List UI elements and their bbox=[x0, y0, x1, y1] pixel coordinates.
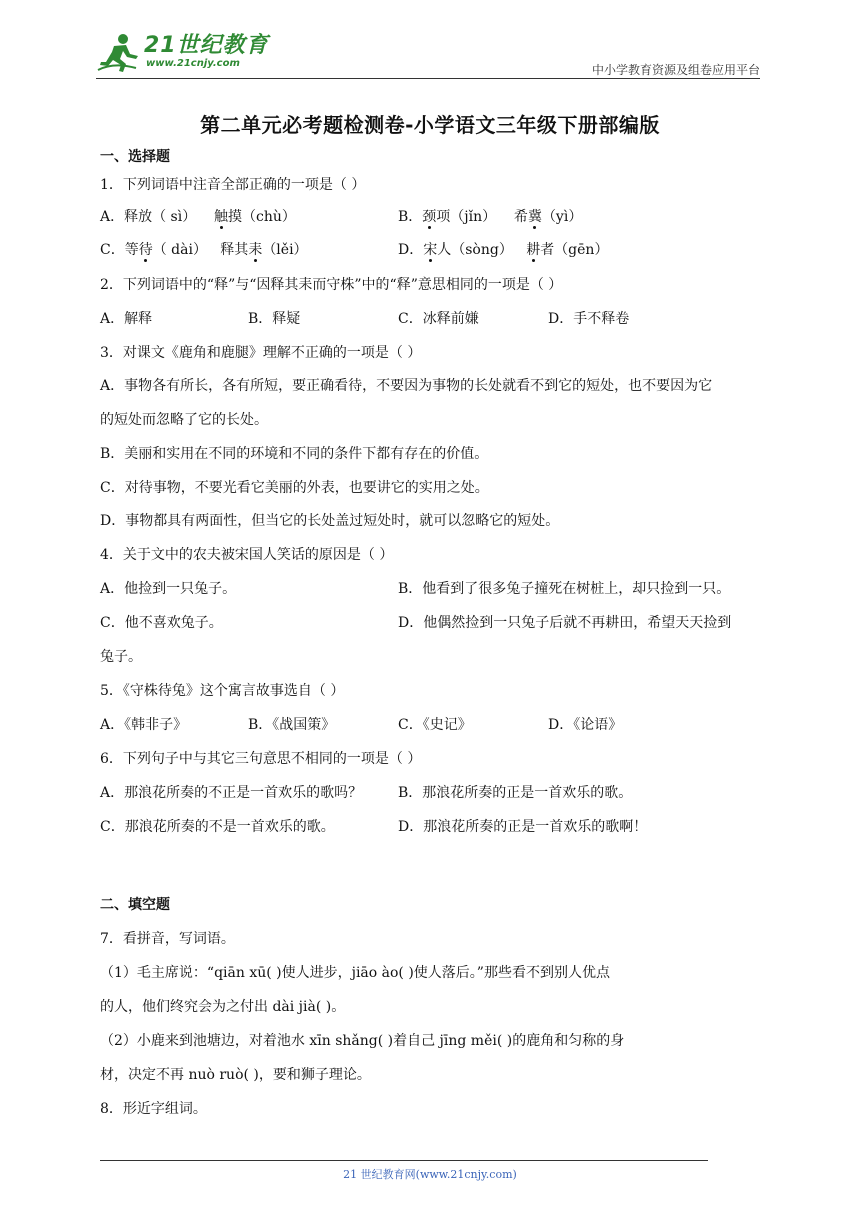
platform-name: 中小学教育资源及组卷应用平台 bbox=[591, 63, 760, 77]
question-4-option-b: B．他看到了很多兔子撞死在树桩上，却只捡到一只。 bbox=[398, 581, 731, 597]
question-7-part1-line1: （1）毛主席说：“qiān xū( )使人进步，jiāo ào( )使人落后。”那些看不到别人优点 bbox=[100, 965, 610, 981]
page-title: 第二单元必考题检测卷-小学语文三年级下册部编版 bbox=[200, 113, 660, 137]
question-7-part2-line2: 材，决定不再 nuò ruò( )，要和狮子理论。 bbox=[100, 1067, 371, 1083]
question-3-option-a-line2: 的短处而忽略了它的长处。 bbox=[100, 412, 268, 428]
question-4-option-c: C．他不喜欢兔子。 bbox=[100, 615, 223, 631]
question-7-part1-line2: 的人，他们终究会为之付出 dài jià( )。 bbox=[100, 999, 346, 1015]
question-4-stem: 4．关于文中的农夫被宋国人笑话的原因是（ ） bbox=[100, 547, 394, 563]
question-4-option-d-line2: 兔子。 bbox=[100, 649, 142, 665]
question-1-option-b: B．颈项（jǐn） 希冀（yì） bbox=[398, 209, 583, 225]
question-4-option-a: A．他捡到一只兔子。 bbox=[100, 581, 237, 597]
question-1-option-c: C．等待（ dài） 释其耒（lěi） bbox=[100, 242, 308, 258]
runner-logo-icon bbox=[96, 32, 140, 74]
question-2-option-a: A．解释 bbox=[100, 311, 153, 327]
page-footer[interactable]: 21 世纪教育网(www.21cnjy.com) bbox=[343, 1168, 517, 1181]
question-3-stem: 3．对课文《鹿角和鹿腿》理解不正确的一项是（ ） bbox=[100, 345, 422, 361]
question-4-option-d-line1: D．他偶然捡到一只兔子后就不再耕田，希望天天捡到 bbox=[398, 615, 732, 631]
question-5-option-b: B．《战国策》 bbox=[248, 717, 336, 733]
question-8-stem: 8．形近字组词。 bbox=[100, 1101, 207, 1117]
question-6-stem: 6．下列句子中与其它三句意思不相同的一项是（ ） bbox=[100, 751, 422, 767]
question-3-option-b: B．美丽和实用在不同的环境和不同的条件下都有存在的价值。 bbox=[100, 446, 489, 462]
question-3-option-a-line1: A．事物各有所长，各有所短，要正确看待，不要因为事物的长处就看不到它的短处，也不要因为它 bbox=[100, 378, 713, 394]
question-6-option-b: B．那浪花所奏的正是一首欢乐的歌。 bbox=[398, 785, 633, 801]
question-3-option-c: C．对待事物，不要光看它美丽的外表，也要讲它的实用之处。 bbox=[100, 480, 489, 496]
logo-url-text: www.21cnjy.com bbox=[146, 58, 240, 69]
question-2-option-d: D．手不释卷 bbox=[548, 311, 630, 327]
section-heading-choice: 一、选择题 bbox=[100, 149, 170, 165]
section-heading-fill: 二、填空题 bbox=[100, 897, 170, 913]
question-7-part2-line1: （2）小鹿来到池塘边，对着池水 xīn shǎng( )着自己 jīng měi( )的鹿角和匀称的身 bbox=[100, 1033, 625, 1049]
question-5-stem: 5．《守株待兔》这个寓言故事选自（ ） bbox=[100, 683, 345, 699]
question-5-option-a: A．《韩非子》 bbox=[100, 717, 188, 733]
question-2-option-c: C．冰释前嫌 bbox=[398, 311, 479, 327]
question-2-option-b: B．释疑 bbox=[248, 311, 301, 327]
question-6-option-c: C．那浪花所奏的不是一首欢乐的歌。 bbox=[100, 819, 335, 835]
logo bbox=[96, 32, 269, 78]
question-7-stem: 7．看拼音，写词语。 bbox=[100, 931, 235, 947]
question-2-stem: 2．下列词语中的“释”与“因释其耒而守株”中的“释”意思相同的一项是（ ） bbox=[100, 277, 563, 293]
question-1-option-a: A．释放（ sì） 触摸（chù） bbox=[100, 209, 296, 225]
question-1-option-d: D．宋人（sòng） 耕者（gēn） bbox=[398, 242, 609, 258]
logo-main-text: 21世纪教育 bbox=[144, 33, 269, 58]
question-3-option-d: D．事物都具有两面性，但当它的长处盖过短处时，就可以忽略它的短处。 bbox=[100, 513, 560, 529]
question-1-stem: 1．下列词语中注音全部正确的一项是（ ） bbox=[100, 177, 366, 193]
question-6-option-d: D．那浪花所奏的正是一首欢乐的歌啊！ bbox=[398, 819, 648, 835]
page-header bbox=[96, 32, 760, 78]
footer-divider bbox=[100, 1160, 708, 1161]
question-6-option-a: A．那浪花所奏的不正是一首欢乐的歌吗？ bbox=[100, 785, 363, 801]
question-5-option-d: D．《论语》 bbox=[548, 717, 623, 733]
header-divider bbox=[96, 78, 760, 79]
question-5-option-c: C．《史记》 bbox=[398, 717, 472, 733]
